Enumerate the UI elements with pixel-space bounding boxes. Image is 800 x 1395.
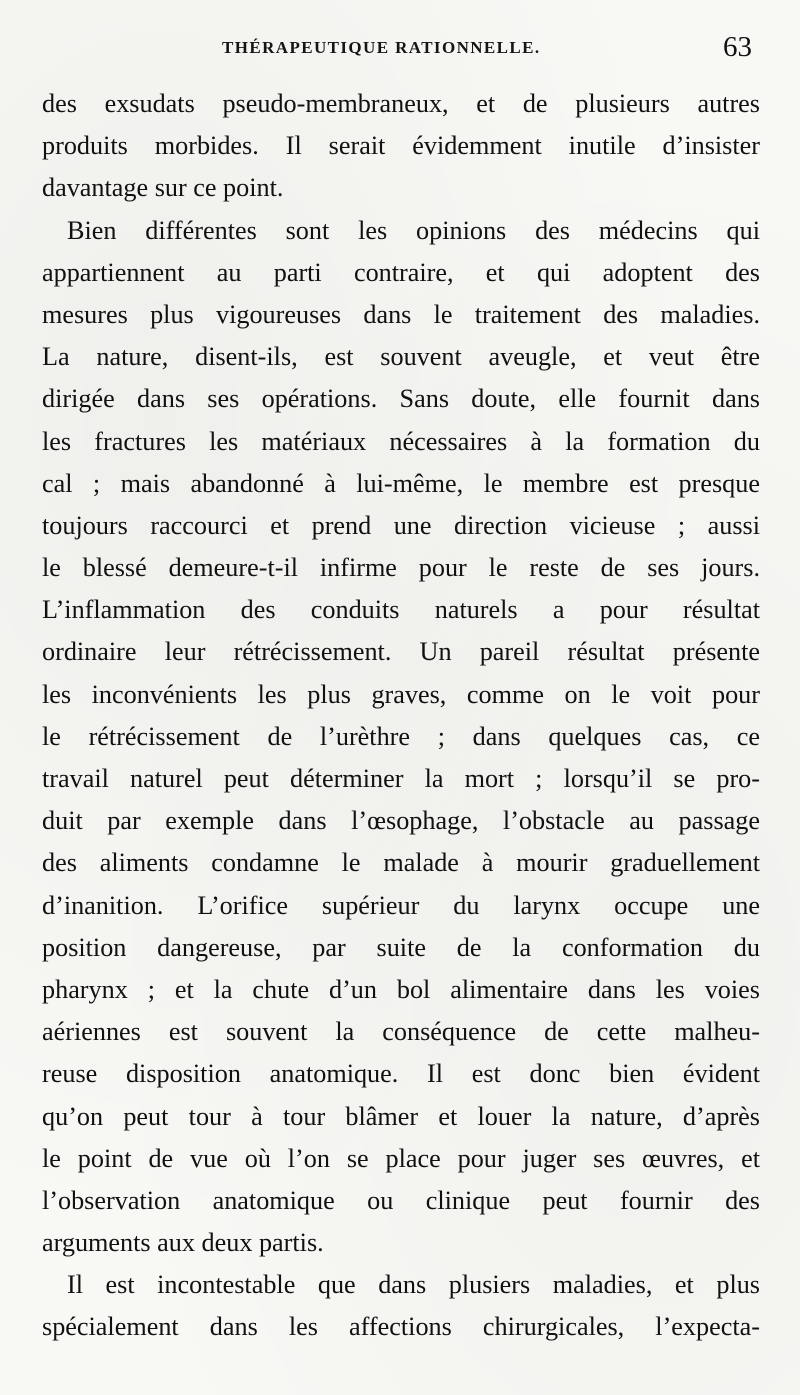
text-line: d’inanition. L’orifice supérieur du larynx occupe une (42, 890, 760, 920)
text-line: duit par exemple dans l’œsophage, l’obstacle au passage (42, 806, 760, 836)
text-line: arguments aux deux partis. (42, 1228, 324, 1258)
text-line: le blessé demeure-t-il infirme pour le reste de ses jours. (42, 553, 760, 583)
text-line: dirigée dans ses opérations. Sans doute, elle fournit dans (42, 384, 760, 414)
body-text (42, 83, 760, 1349)
text-line: les inconvénients les plus graves, comme on le voit pour (42, 679, 760, 709)
text-line: pharynx ; et la chute d’un bol alimentaire dans les voies (42, 974, 760, 1004)
text-line: mesures plus vigoureuses dans le traitement des maladies. (42, 299, 760, 329)
text-line: ordinaire leur rétrécissement. Un pareil résultat présente (42, 637, 760, 667)
text-line: qu’on peut tour à tour blâmer et louer la nature, d’après (42, 1101, 760, 1131)
text-line: le point de vue où l’on se place pour juger ses œuvres, et (42, 1143, 760, 1173)
text-line: produits morbides. Il serait évidemment inutile d’insister (42, 131, 760, 161)
text-line: spécialement dans les affections chirurgicales, l’expecta- (42, 1312, 760, 1342)
paragraph-start-line: Il est incontestable que dans plusiers maladies, et plus (67, 1270, 760, 1300)
paragraph-start-line: Bien différentes sont les opinions des médecins qui (67, 215, 760, 245)
text-line: l’observation anatomique ou clinique peut fournir des (42, 1185, 760, 1215)
text-line: le rétrécissement de l’urèthre ; dans quelques cas, ce (42, 721, 760, 751)
page-number: 63 (723, 31, 752, 63)
text-line: aériennes est souvent la conséquence de cette malheu- (42, 1017, 760, 1047)
running-title: THÉRAPEUTIQUE RATIONNELLE. (222, 38, 541, 57)
text-line: position dangereuse, par suite de la conformation du (42, 932, 760, 962)
text-line: reuse disposition anatomique. Il est donc bien évident (42, 1059, 760, 1089)
text-line: des aliments condamne le malade à mourir graduellement (42, 848, 760, 878)
text-line: des exsudats pseudo-membraneux, et de plusieurs autres (42, 89, 760, 118)
text-line: travail naturel peut déterminer la mort ; lorsqu’il se pro- (42, 764, 760, 793)
page-header (0, 31, 800, 68)
text-line: cal ; mais abandonné à lui-même, le membre est presque (42, 468, 760, 498)
text-line: appartiennent au parti contraire, et qui adoptent des (42, 257, 760, 287)
text-line: La nature, disent-ils, est souvent aveugle, et veut être (42, 342, 760, 372)
text-line: toujours raccourci et prend une direction vicieuse ; aussi (42, 510, 760, 540)
text-line: davantage sur ce point. (42, 173, 284, 203)
text-line: L’inflammation des conduits naturels a pour résultat (42, 595, 760, 625)
text-line: les fractures les matériaux nécessaires à la formation du (42, 426, 760, 456)
